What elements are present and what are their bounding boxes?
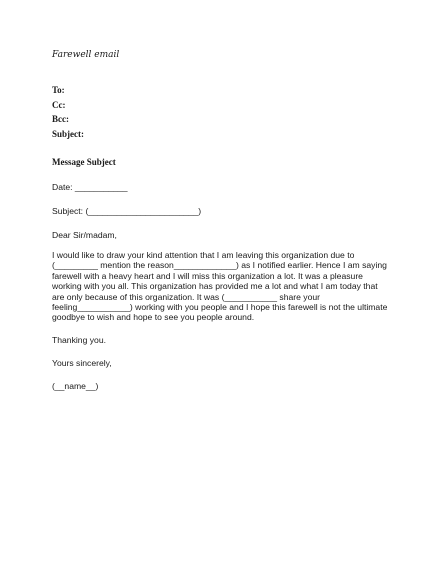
greeting: Dear Sir/madam, <box>52 230 117 240</box>
signature-placeholder: (__name__) <box>52 380 99 391</box>
closing-line: Yours sincerely, <box>52 357 112 368</box>
body-paragraph <box>52 250 388 323</box>
body-line: I would like to draw your kind attention that I am leaving this organization due to <box>52 250 355 260</box>
message-subject-heading: Message Subject <box>52 157 116 167</box>
subject-field-label: Subject: <box>52 128 84 139</box>
document-page <box>52 50 388 391</box>
header-fields <box>52 83 382 141</box>
to-field-label: To: <box>52 85 65 95</box>
bcc-field-label: Bcc: <box>52 114 69 124</box>
subject-line: Subject: (_______________________) <box>52 206 202 216</box>
thanks-line: Thanking you. <box>52 334 106 345</box>
document-title: Farewell email <box>52 50 120 60</box>
body-line: farewell with a heavy heart and I will miss this organization a lot. It was a pleasure <box>52 270 363 281</box>
body-line: working with you all. This organization has provided me a lot and what I am today that <box>52 281 378 292</box>
date-line: Date: ___________ <box>52 182 128 192</box>
body-line: (_________ mention the reason_____________) as I notified earlier. Hence I am saying <box>52 260 387 271</box>
cc-field-label: Cc: <box>52 99 66 110</box>
body-line: goodbye to wish and hope to see you people around. <box>52 312 255 323</box>
body-line: are only because of this organization. It was (___________ share your <box>52 291 321 302</box>
body-line: feeling___________) working with you people and I hope this farewell is not the ultimate <box>52 302 388 313</box>
